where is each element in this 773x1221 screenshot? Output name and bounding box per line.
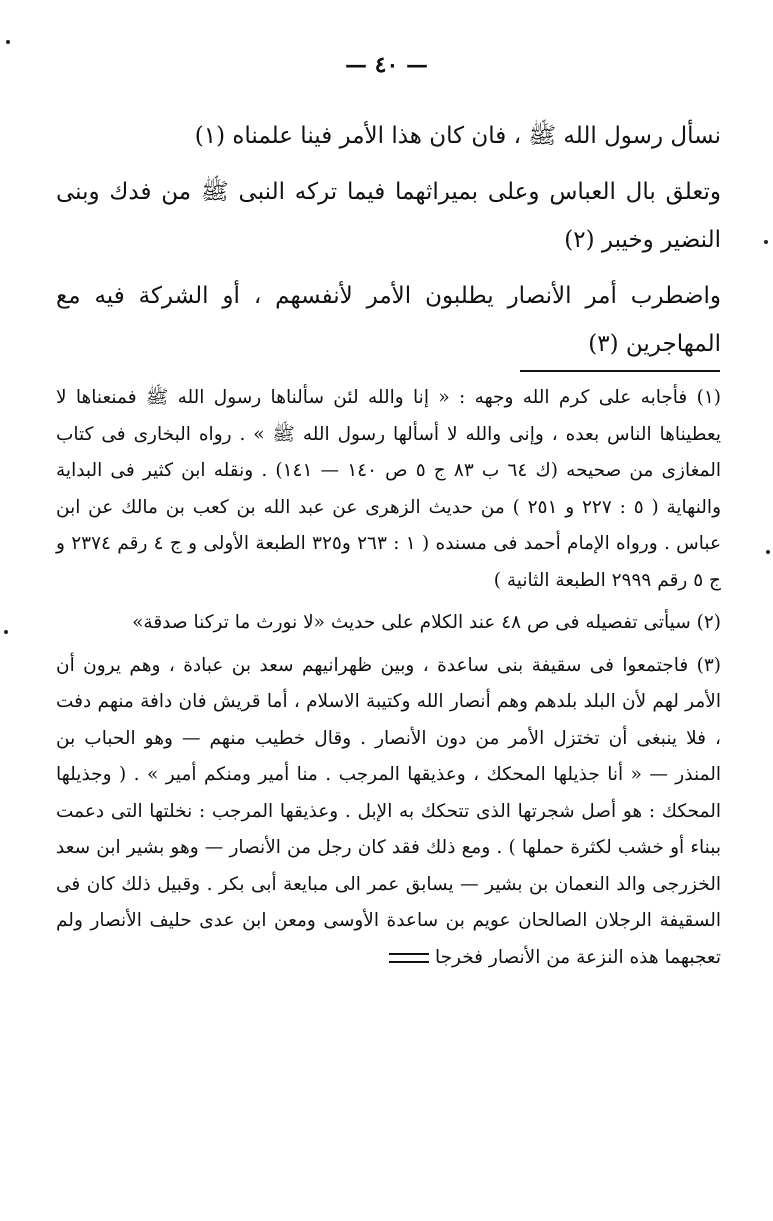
scan-edge-mark [764, 240, 768, 244]
paragraph-2: وتعلق بال العباس وعلى بميراثهما فيما تركه النبى ﷺ من فدك وبنى النضير وخيبر (٢) [56, 179, 721, 253]
scan-edge-mark [766, 550, 770, 554]
footnote-1: (١) فأجابه على كرم الله وجهه : « إنا والله لئن سألناها رسول الله ﷺ فمنعناها لا يعطيناها الناس بعده ، وإنى والله لا أسألها رسول الله ﷺ » . رواه البخارى فى كتاب المغازى من صحيحه (ك ٦٤ ب ٨٣ ج ٥ ص ١٤٠ — ١٤١) . ونقله ابن كثير فى البداية والنهاية ( ٥ : ٢٢٧ و ٢٥١ ) من حديث الزهرى عن عبد الله بن كعب بن مالك عن ابن عباس . ورواه الإمام أحمد فى مسنده ( ١ : ٢٦٣ و٣٢٥ الطبعة الأولى و ج ٤ رقم ٢٣٧٤ و ج ٥ رقم ٢٩٩٩ الطبعة الثانية ) [56, 387, 721, 591]
footnote-2: (٢) سيأتى تفصيله فى ص ٤٨ عند الكلام على حديث «لا نورث ما تركنا صدقة» [132, 612, 721, 633]
scan-edge-mark [4, 630, 8, 634]
footnote-3 [56, 648, 721, 977]
footnotes [56, 380, 721, 982]
page-number: — ٤٠ — [345, 52, 428, 78]
paragraph-3: واضطرب أمر الأنصار يطلبون الأمر لأنفسهم ، أو الشركة فيه مع المهاجرين (٣) [56, 283, 721, 357]
footnote-divider [520, 370, 720, 372]
scan-edge-mark [6, 40, 10, 44]
footnote-3-text: (٣) فاجتمعوا فى سقيفة بنى ساعدة ، وبين ظهرانيهم سعد بن عبادة ، وهم يرون أن الأمر لهم لأن البلد بلدهم وهم أنصار الله وكتيبة الاسلام ، أما قريش فان دافة منهم دفت ، فلا ينبغى أن تختزل الأمر من دون الأنصار . وقال خطيب منهم — وهو الحباب بن المنذر — « أنا جذيلها المحكك ، وعذيقها المرجب . منا أمير ومنكم أمير » . ( وجذيلها المحكك : هو أصل شجرتها الذى تتحكك به الإبل . وعذيقها المرجب : نخلتها التى دعمت ببناء أو خشب لكثرة حملها ) . ومع ذلك فقد كان رجل من الأنصار — وهو بشير ابن سعد الخزرجى والد النعمان بن بشير — يسابق عمر الى مبايعة أبى بكر . وقبيل ذلك كان فى السقيفة الرجلان الصالحان عويم بن ساعدة الأوسى ومعن ابن عدى حليف الأنصار ولم تعجبهما هذه النزعة من الأنصار فخرجا [56, 654, 721, 968]
paragraph-1: نسأل رسول الله ﷺ ، فان كان هذا الأمر فينا علمناه (١) [194, 123, 721, 149]
continuation-mark [389, 953, 429, 963]
main-text [56, 112, 721, 376]
